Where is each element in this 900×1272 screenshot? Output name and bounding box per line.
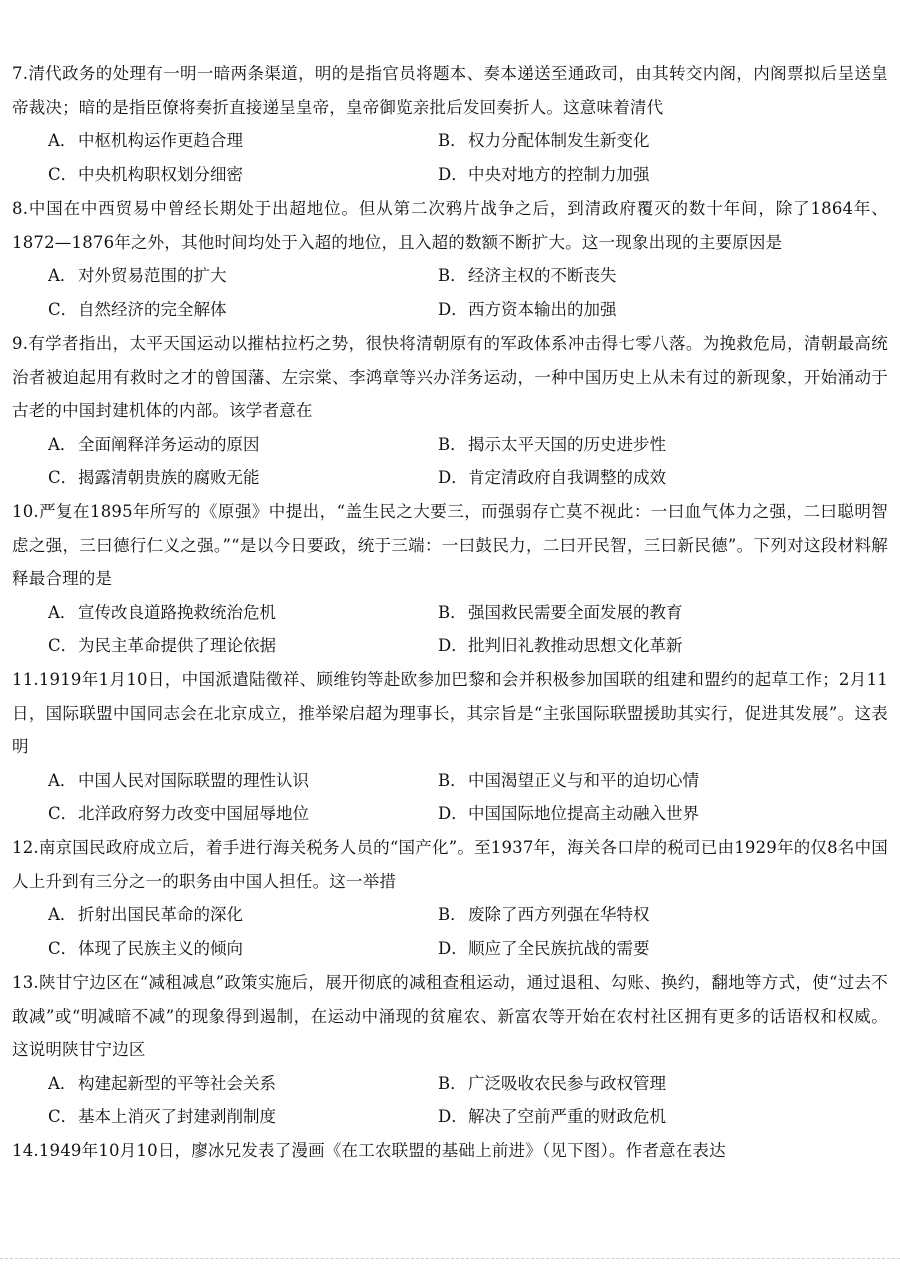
option-text: 废除了西方列强在华特权 [468, 905, 650, 924]
option-text: 权力分配体制发生新变化 [468, 131, 650, 150]
option-letter: B． [438, 602, 467, 622]
question-stem [12, 663, 888, 764]
question-number: 13. [12, 973, 39, 992]
question-8 [12, 192, 888, 326]
option-b [438, 124, 878, 158]
option-c [48, 461, 438, 495]
option-letter: C． [48, 1107, 78, 1126]
options [48, 764, 888, 831]
option-text: 中国人民对国际联盟的理性认识 [78, 770, 309, 790]
option-a [48, 1067, 438, 1101]
option-text: 中枢机构运作更趋合理 [78, 131, 243, 150]
option-text: 自然经济的完全解体 [78, 299, 227, 319]
option-text: 中央对地方的控制力加强 [468, 164, 650, 184]
option-text: 中国渴望正义与和平的迫切心情 [468, 770, 699, 790]
option-d [438, 797, 878, 831]
option-c [48, 293, 438, 327]
question-11 [12, 663, 888, 831]
option-letter: C． [48, 804, 78, 823]
option-letter: A． [48, 770, 77, 790]
option-letter: A． [48, 266, 77, 285]
option-letter: A． [48, 434, 77, 454]
option-b [438, 259, 878, 293]
option-d [438, 932, 878, 966]
option-text: 肯定清政府自我调整的成效 [468, 468, 666, 487]
option-a [48, 259, 438, 293]
question-stem [12, 831, 888, 898]
option-a [48, 898, 438, 932]
options [48, 428, 888, 495]
option-text: 中国国际地位提高主动融入世界 [468, 804, 699, 823]
option-text: 全面阐释洋务运动的原因 [78, 434, 260, 454]
question-text: 中国在中西贸易中曾经长期处于出超地位。但从第二次鸦片战争之后，到清政府覆灭的数十年间，除了1864年、1872—1876年之外，其他时间均处于入超的地位，且入超的数额不断扩大。这一现象出现的主要原因是 [12, 199, 888, 252]
option-letter: C． [48, 636, 78, 655]
question-7 [12, 57, 888, 191]
options [48, 596, 888, 663]
question-stem [12, 495, 888, 596]
option-text: 揭示太平天国的历史进步性 [468, 434, 666, 454]
question-number: 7. [12, 64, 29, 83]
option-a [48, 596, 438, 630]
question-stem [12, 192, 888, 259]
option-letter: C． [48, 299, 78, 319]
option-b [438, 428, 878, 462]
option-letter: B． [438, 905, 467, 924]
option-letter: D． [438, 636, 468, 655]
option-c [48, 158, 438, 192]
option-b [438, 764, 878, 798]
option-letter: A． [48, 602, 77, 622]
option-letter: B． [438, 770, 467, 790]
option-letter: B． [438, 266, 467, 285]
option-a [48, 764, 438, 798]
option-text: 构建起新型的平等社会关系 [78, 1073, 276, 1093]
question-number: 14. [12, 1141, 39, 1160]
option-text: 经济主权的不断丧失 [468, 266, 617, 285]
option-c [48, 1100, 438, 1134]
question-14 [12, 1134, 888, 1168]
question-13 [12, 966, 888, 1134]
question-number: 10. [12, 502, 39, 521]
question-stem [12, 966, 888, 1067]
option-letter: B． [438, 434, 467, 454]
options [48, 259, 888, 326]
option-text: 顺应了全民族抗战的需要 [468, 938, 650, 958]
option-text: 为民主革命提供了理论依据 [78, 636, 276, 655]
option-letter: D． [438, 804, 468, 823]
option-text: 揭露清朝贵族的腐败无能 [78, 468, 260, 487]
option-letter: A． [48, 131, 77, 150]
option-text: 折射出国民革命的深化 [78, 905, 243, 924]
option-text: 对外贸易范围的扩大 [78, 266, 227, 285]
option-text: 北洋政府努力改变中国屈辱地位 [78, 804, 309, 823]
option-d [438, 158, 878, 192]
question-text: 南京国民政府成立后，着手进行海关税务人员的“国产化”。至1937年，海关各口岸的税司已由1929年的仅8名中国人上升到有三分之一的职务由中国人担任。这一举措 [12, 838, 888, 891]
option-d [438, 461, 878, 495]
option-text: 强国救民需要全面发展的教育 [468, 602, 683, 622]
option-letter: C． [48, 164, 78, 184]
option-c [48, 932, 438, 966]
question-stem [12, 1134, 888, 1168]
option-text: 体现了民族主义的倾向 [78, 938, 243, 958]
option-letter: D． [438, 938, 468, 958]
question-text: 1919年1月10日，中国派遣陆徵祥、顾维钧等赴欧参加巴黎和会并积极参加国联的组建和盟约的起草工作；2月11日，国际联盟中国同志会在北京成立，推举梁启超为理事长，其宗旨是“主张国际联盟援助其实行，促进其发展”。这表明 [12, 670, 888, 756]
option-text: 广泛吸收农民参与政权管理 [468, 1073, 666, 1093]
option-letter: D． [438, 299, 468, 319]
options [48, 1067, 888, 1134]
option-letter: A． [48, 905, 77, 924]
page-edge-divider [0, 1258, 900, 1259]
question-10 [12, 495, 888, 663]
question-stem [12, 57, 888, 124]
question-number: 9. [12, 334, 29, 353]
question-number: 8. [12, 199, 29, 218]
option-b [438, 596, 878, 630]
question-9 [12, 327, 888, 495]
question-text: 严复在1895年所写的《原强》中提出，“盖生民之大要三，而强弱存亡莫不视此：一曰血气体力之强，二曰聪明智虑之强，三曰德行仁义之强。”“是以今日要政，统于三端：一曰鼓民力，二曰开民智，三曰新民德”。下列对这段材料解释最合理的是 [12, 502, 888, 588]
option-text: 宣传改良道路挽救统治危机 [78, 602, 276, 622]
option-b [438, 1067, 878, 1101]
option-d [438, 629, 878, 663]
option-a [48, 124, 438, 158]
question-text: 陕甘宁边区在“减租减息”政策实施后，展开彻底的减租查租运动，通过退租、勾账、换约，翻地等方式，使“过去不敢减”或“明减暗不减”的现象得到遏制，在运动中涌现的贫雇农、新富农等开始在农村社区拥有更多的话语权和权威。这说明陕甘宁边区 [12, 973, 888, 1059]
question-text: 1949年10月10日，廖冰兄发表了漫画《在工农联盟的基础上前进》（见下图）。作者意在表达 [38, 1141, 726, 1160]
option-letter: C． [48, 938, 78, 958]
option-a [48, 428, 438, 462]
question-text: 有学者指出，太平天国运动以摧枯拉朽之势，很快将清朝原有的军政体系冲击得七零八落。为挽救危局，清朝最高统治者被迫起用有救时之才的曾国藩、左宗棠、李鸿章等兴办洋务运动，一种中国历史上从未有过的新现象，开始涌动于古老的中国封建机体的内部。该学者意在 [12, 334, 888, 420]
option-letter: A． [48, 1073, 77, 1093]
option-d [438, 293, 878, 327]
option-letter: B． [438, 1073, 467, 1093]
option-letter: C． [48, 468, 78, 487]
options [48, 898, 888, 965]
question-number: 11. [12, 670, 39, 689]
option-letter: B． [438, 131, 467, 150]
option-letter: D． [438, 468, 468, 487]
option-text: 解决了空前严重的财政危机 [468, 1107, 666, 1126]
option-letter: D． [438, 1107, 468, 1126]
question-number: 12. [12, 838, 39, 857]
question-text: 清代政务的处理有一明一暗两条渠道，明的是指官员将题本、奏本递送至通政司，由其转交内阁，内阁票拟后呈送皇帝裁决；暗的是指臣僚将奏折直接递呈皇帝，皇帝御览亲批后发回奏折人。这意味着清代 [12, 64, 888, 117]
option-d [438, 1100, 878, 1134]
option-text: 基本上消灭了封建剥削制度 [78, 1107, 276, 1126]
option-c [48, 797, 438, 831]
options [48, 124, 888, 191]
option-text: 批判旧礼教推动思想文化革新 [468, 636, 683, 655]
question-stem [12, 327, 888, 428]
option-letter: D． [438, 164, 468, 184]
option-c [48, 629, 438, 663]
option-b [438, 898, 878, 932]
option-text: 中央机构职权划分细密 [78, 164, 243, 184]
option-text: 西方资本输出的加强 [468, 299, 617, 319]
question-12 [12, 831, 888, 965]
